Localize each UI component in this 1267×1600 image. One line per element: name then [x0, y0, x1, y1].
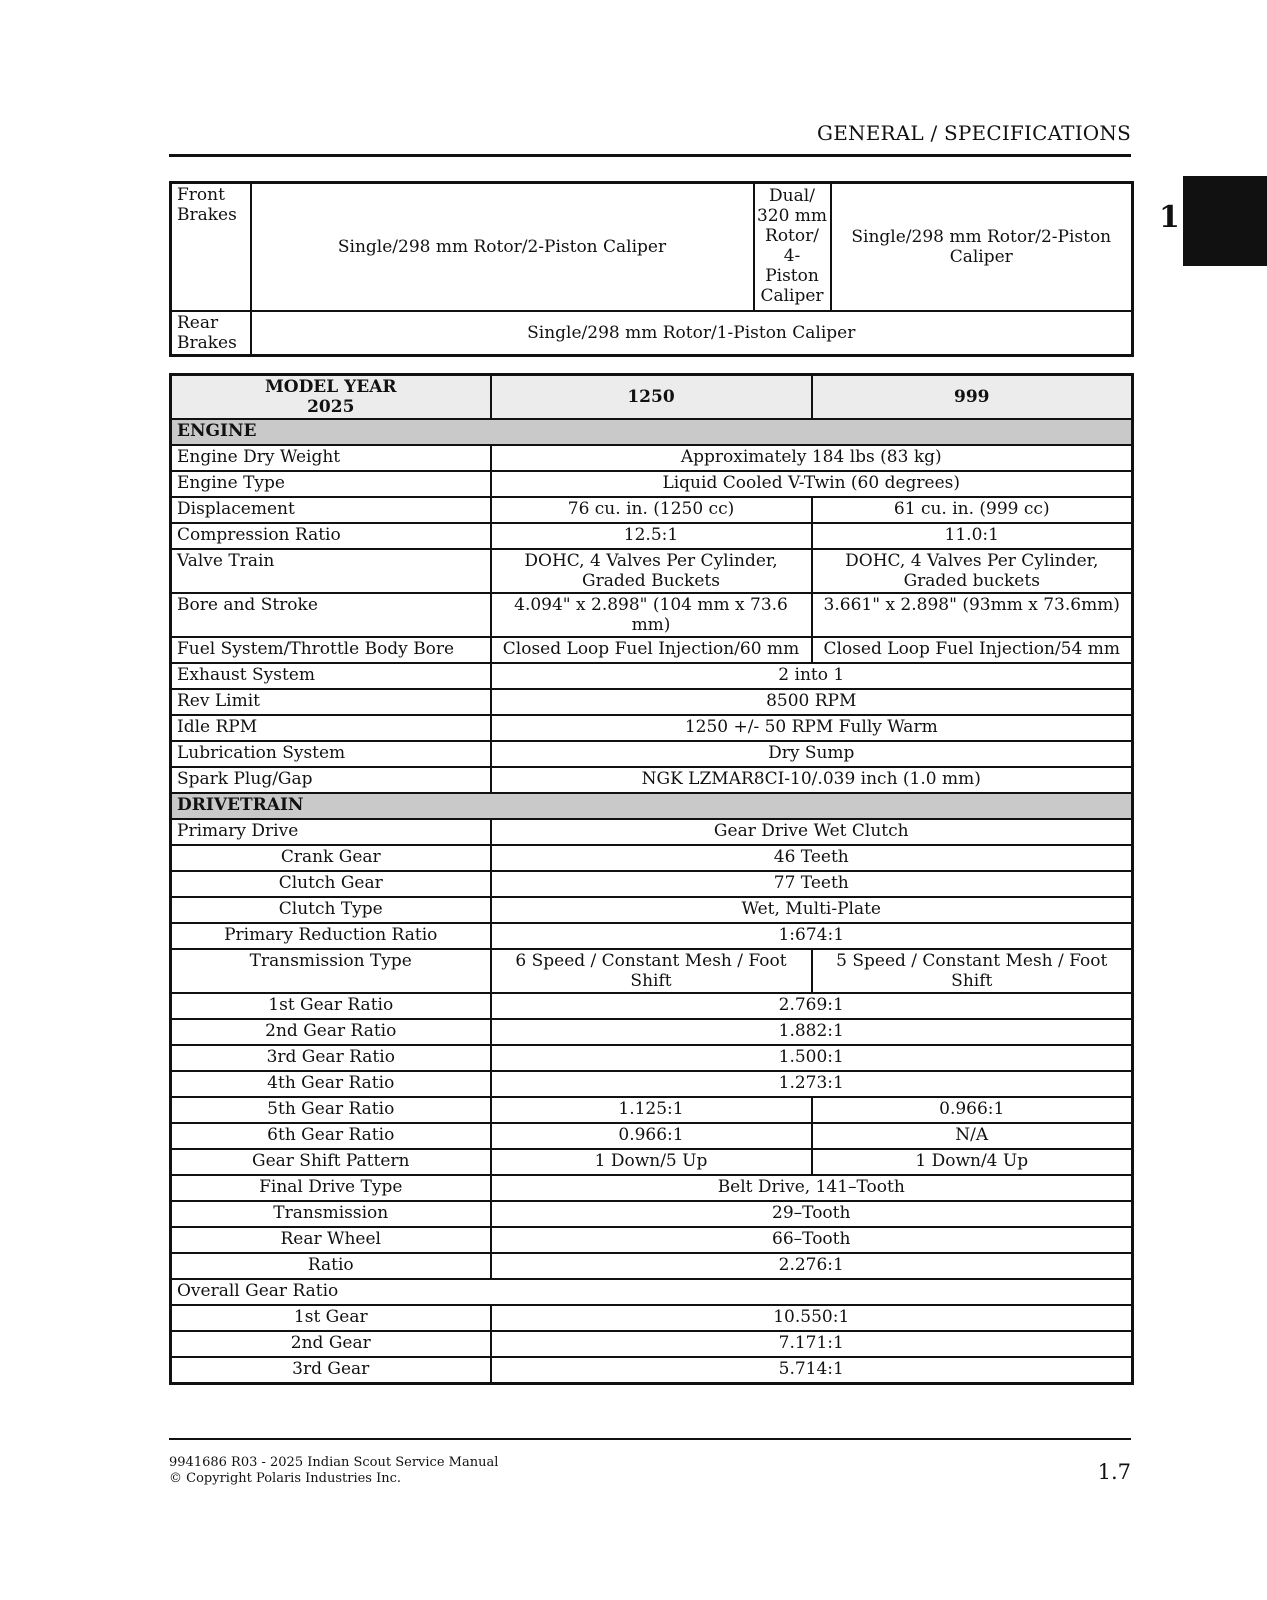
table-row [171, 1201, 1133, 1227]
spec-value-1250: 0.966:1 [491, 1123, 812, 1149]
table-row [171, 497, 1133, 523]
spec-value-1250: 1 Down/5 Up [491, 1149, 812, 1175]
spec-value: Gear Drive Wet Clutch [491, 819, 1133, 845]
table-row [171, 767, 1133, 793]
spec-value: 10.550:1 [491, 1305, 1133, 1331]
header-model-year: MODEL YEAR 2025 [171, 375, 491, 420]
spec-label: Lubrication System [171, 741, 491, 767]
spec-label: Transmission [171, 1201, 491, 1227]
spec-value-1250: 1.125:1 [491, 1097, 812, 1123]
spec-label: Clutch Type [171, 897, 491, 923]
spec-label: 2nd Gear Ratio [171, 1019, 491, 1045]
table-row [171, 1253, 1133, 1279]
spec-value: Wet, Multi-Plate [491, 897, 1133, 923]
spec-value-999: 3.661" x 2.898" (93mm x 73.6mm) [812, 593, 1133, 637]
spec-label: 5th Gear Ratio [171, 1097, 491, 1123]
table-row [171, 689, 1133, 715]
spec-value: NGK LZMAR8CI-10/.039 inch (1.0 mm) [491, 767, 1133, 793]
spec-label: Rear Wheel [171, 1227, 491, 1253]
spec-label: 6th Gear Ratio [171, 1123, 491, 1149]
spec-value: 29–Tooth [491, 1201, 1133, 1227]
spec-value: Liquid Cooled V-Twin (60 degrees) [491, 471, 1133, 497]
spec-value: 1250 +/- 50 RPM Fully Warm [491, 715, 1133, 741]
spec-label: Primary Drive [171, 819, 491, 845]
spec-label: Final Drive Type [171, 1175, 491, 1201]
spec-value: 66–Tooth [491, 1227, 1133, 1253]
spec-value: 7.171:1 [491, 1331, 1133, 1357]
spec-value-999: 5 Speed / Constant Mesh / Foot Shift [812, 949, 1133, 993]
spec-value: 46 Teeth [491, 845, 1133, 871]
table-row [171, 923, 1133, 949]
spec-label: Ratio [171, 1253, 491, 1279]
spec-value-999: 61 cu. in. (999 cc) [812, 497, 1133, 523]
front-brakes-dual: Dual/ 320 mm Rotor/ 4- Piston Caliper [754, 183, 831, 311]
spec-label: 3rd Gear [171, 1357, 491, 1384]
spec-label: Compression Ratio [171, 523, 491, 549]
spec-value: Belt Drive, 141–Tooth [491, 1175, 1133, 1201]
table-row [171, 1149, 1133, 1175]
spec-label: Engine Dry Weight [171, 445, 491, 471]
spec-value: 2 into 1 [491, 663, 1133, 689]
rear-brakes-label: Rear Brakes [171, 311, 251, 356]
footer-text [169, 1455, 498, 1487]
brakes-table [169, 181, 1134, 357]
spec-label: Primary Reduction Ratio [171, 923, 491, 949]
table-row [171, 819, 1133, 845]
spec-value-999: Closed Loop Fuel Injection/54 mm [812, 637, 1133, 663]
table-row [171, 593, 1133, 637]
specifications-table [169, 373, 1134, 1385]
front-brakes-999: Single/298 mm Rotor/2-Piston Caliper [831, 183, 1133, 311]
header-1250: 1250 [491, 375, 812, 420]
spec-value-1250: 6 Speed / Constant Mesh / Foot Shift [491, 949, 812, 993]
spec-label: Spark Plug/Gap [171, 767, 491, 793]
spec-value: 8500 RPM [491, 689, 1133, 715]
overall-gear-ratio-title: Overall Gear Ratio [171, 1279, 1133, 1305]
spec-value-1250: Closed Loop Fuel Injection/60 mm [491, 637, 812, 663]
spec-value: Approximately 184 lbs (83 kg) [491, 445, 1133, 471]
spec-value-1250: 4.094" x 2.898" (104 mm x 73.6 mm) [491, 593, 812, 637]
table-row [171, 871, 1133, 897]
spec-value: 2.276:1 [491, 1253, 1133, 1279]
table-row [171, 993, 1133, 1019]
chapter-tab [1183, 176, 1267, 266]
table-row [171, 1097, 1133, 1123]
spec-label: 1st Gear [171, 1305, 491, 1331]
overall-gear-ratio-row [171, 1279, 1133, 1305]
table-row [171, 445, 1133, 471]
table-row [171, 1227, 1133, 1253]
front-brakes-label: Front Brakes [171, 183, 251, 311]
spec-label: Displacement [171, 497, 491, 523]
drivetrain-section [171, 793, 1133, 819]
spec-label: 4th Gear Ratio [171, 1071, 491, 1097]
table-row [171, 1019, 1133, 1045]
spec-label: Crank Gear [171, 845, 491, 871]
table-row [171, 471, 1133, 497]
table-row [171, 1331, 1133, 1357]
header-999: 999 [812, 375, 1133, 420]
table-row [171, 741, 1133, 767]
spec-label: Fuel System/Throttle Body Bore [171, 637, 491, 663]
footer-rule [169, 1438, 1131, 1440]
table-row [171, 897, 1133, 923]
table-row [171, 1045, 1133, 1071]
page-number: 1.7 [1097, 1460, 1131, 1484]
spec-value-999: N/A [812, 1123, 1133, 1149]
table-row [171, 523, 1133, 549]
table-row [171, 1175, 1133, 1201]
spec-value-999: 0.966:1 [812, 1097, 1133, 1123]
drivetrain-section-title: DRIVETRAIN [171, 793, 1133, 819]
table-row [171, 1123, 1133, 1149]
spec-label: Clutch Gear [171, 871, 491, 897]
spec-value: 1.500:1 [491, 1045, 1133, 1071]
table-row [171, 549, 1133, 593]
front-brakes-1250: Single/298 mm Rotor/2-Piston Caliper [251, 183, 754, 311]
spec-value: 2.769:1 [491, 993, 1133, 1019]
spec-value: Dry Sump [491, 741, 1133, 767]
spec-value-1250: DOHC, 4 Valves Per Cylinder, Graded Buckets [491, 549, 812, 593]
spec-label: Bore and Stroke [171, 593, 491, 637]
footer-manual-id: 9941686 R03 - 2025 Indian Scout Service Manual [169, 1455, 499, 1470]
table-row [171, 845, 1133, 871]
chapter-number: 1 [1159, 200, 1180, 235]
spec-value-999: DOHC, 4 Valves Per Cylinder, Graded buckets [812, 549, 1133, 593]
engine-section [171, 419, 1133, 445]
table-row [171, 1357, 1133, 1384]
spec-label: Rev Limit [171, 689, 491, 715]
table-header-row [171, 375, 1133, 420]
spec-label: Exhaust System [171, 663, 491, 689]
spec-label: Valve Train [171, 549, 491, 593]
table-row [171, 1071, 1133, 1097]
spec-label: 3rd Gear Ratio [171, 1045, 491, 1071]
spec-label: Engine Type [171, 471, 491, 497]
spec-value: 5.714:1 [491, 1357, 1133, 1384]
spec-label: 2nd Gear [171, 1331, 491, 1357]
page-header-title: GENERAL / SPECIFICATIONS [817, 121, 1131, 145]
footer-copyright: © Copyright Polaris Industries Inc. [169, 1471, 402, 1486]
spec-label: Gear Shift Pattern [171, 1149, 491, 1175]
table-row [171, 637, 1133, 663]
spec-value: 77 Teeth [491, 871, 1133, 897]
spec-label: 1st Gear Ratio [171, 993, 491, 1019]
rear-brakes-value: Single/298 mm Rotor/1-Piston Caliper [251, 311, 1133, 356]
spec-label: Idle RPM [171, 715, 491, 741]
table-row [171, 715, 1133, 741]
engine-section-title: ENGINE [171, 419, 1133, 445]
table-row [171, 1305, 1133, 1331]
spec-value-999: 11.0:1 [812, 523, 1133, 549]
spec-value-999: 1 Down/4 Up [812, 1149, 1133, 1175]
spec-value-1250: 12.5:1 [491, 523, 812, 549]
spec-value: 1.882:1 [491, 1019, 1133, 1045]
spec-value-1250: 76 cu. in. (1250 cc) [491, 497, 812, 523]
table-row [171, 663, 1133, 689]
spec-value: 1:674:1 [491, 923, 1133, 949]
header-rule [169, 154, 1131, 157]
spec-value: 1.273:1 [491, 1071, 1133, 1097]
table-row [171, 949, 1133, 993]
spec-label: Transmission Type [171, 949, 491, 993]
